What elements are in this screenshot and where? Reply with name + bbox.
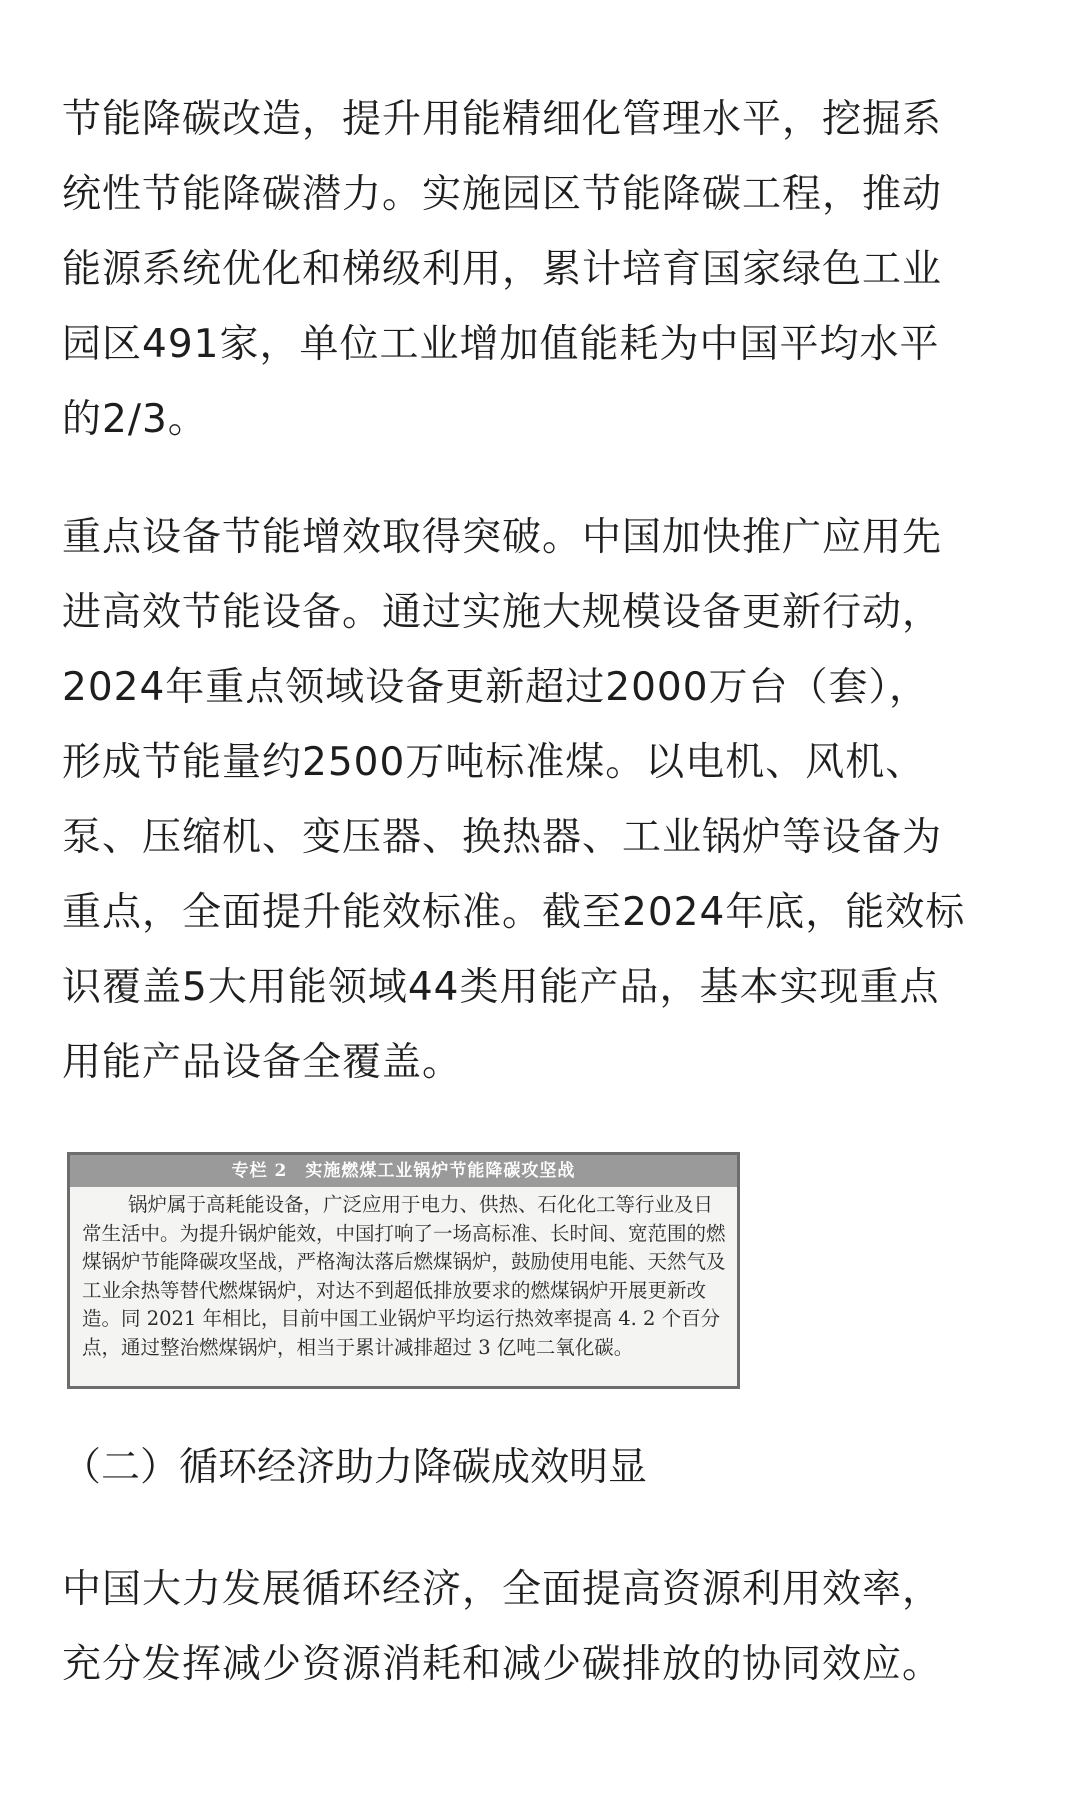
text-line: 充分发挥减少资源消耗和减少碳排放的协同效应。: [62, 1642, 943, 1687]
sidebar-body: [70, 1187, 737, 1363]
text-line: 2024年重点领域设备更新超过2000万台（套），: [62, 665, 930, 710]
sidebar-line: 常生活中。为提升锅炉能效，中国打响了一场高标准、长时间、宽范围的燃: [82, 1221, 726, 1245]
text-line: 泵、压缩机、变压器、换热器、工业锅炉等设备为: [62, 815, 943, 860]
text-line: 的2/3。: [62, 397, 208, 442]
text-line: 中国大力发展循环经济，全面提高资源利用效率，: [62, 1567, 943, 1612]
sidebar-line: 造。同 2021 年相比，目前中国工业锅炉平均运行热效率提高 4. 2 个百分: [82, 1307, 721, 1331]
paragraph-circular-economy: [62, 1552, 1022, 1702]
sidebar-line: 点，通过整治燃煤锅炉，相当于累计减排超过 3 亿吨二氧化碳。: [82, 1335, 634, 1359]
sidebar-line: 锅炉属于高耗能设备，广泛应用于电力、供热、石化化工等行业及日: [128, 1193, 714, 1216]
section-heading: （二）循环经济助力降碳成效明显: [62, 1445, 648, 1490]
text-line: 用能产品设备全覆盖。: [62, 1040, 463, 1085]
sidebar-line: 煤锅炉节能降碳攻坚战，严格淘汰落后燃煤锅炉，鼓励使用电能、天然气及: [82, 1250, 726, 1274]
paragraph-key-equipment: [62, 500, 1022, 1100]
text-line: 园区491家，单位工业增加值能耗为中国平均水平: [62, 322, 940, 367]
text-line: 进高效节能设备。通过实施大规模设备更新行动，: [62, 590, 943, 635]
text-line: 能源系统优化和梯级利用，累计培育国家绿色工业: [62, 247, 943, 292]
text-line: 重点，全面提升能效标准。截至2024年底，能效标: [62, 890, 966, 935]
text-line: 节能降碳改造，提升用能精细化管理水平，挖掘系: [62, 97, 943, 142]
text-line: 重点设备节能增效取得突破。中国加快推广应用先: [62, 515, 943, 560]
text-line: 形成节能量约2500万吨标准煤。以电机、风机、: [62, 740, 926, 785]
sidebar-title: 专栏 2 实施燃煤工业锅炉节能降碳攻坚战: [70, 1155, 737, 1187]
text-line: 统性节能降碳潜力。实施园区节能降碳工程，推动: [62, 172, 943, 217]
text-line: 识覆盖5大用能领域44类用能产品，基本实现重点: [62, 965, 940, 1010]
boiler-sidebar-image: [67, 1152, 740, 1389]
paragraph-industrial-parks: [62, 82, 1022, 457]
sidebar-line: 工业余热等替代燃煤锅炉，对达不到超低排放要求的燃煤锅炉开展更新改: [82, 1278, 707, 1302]
